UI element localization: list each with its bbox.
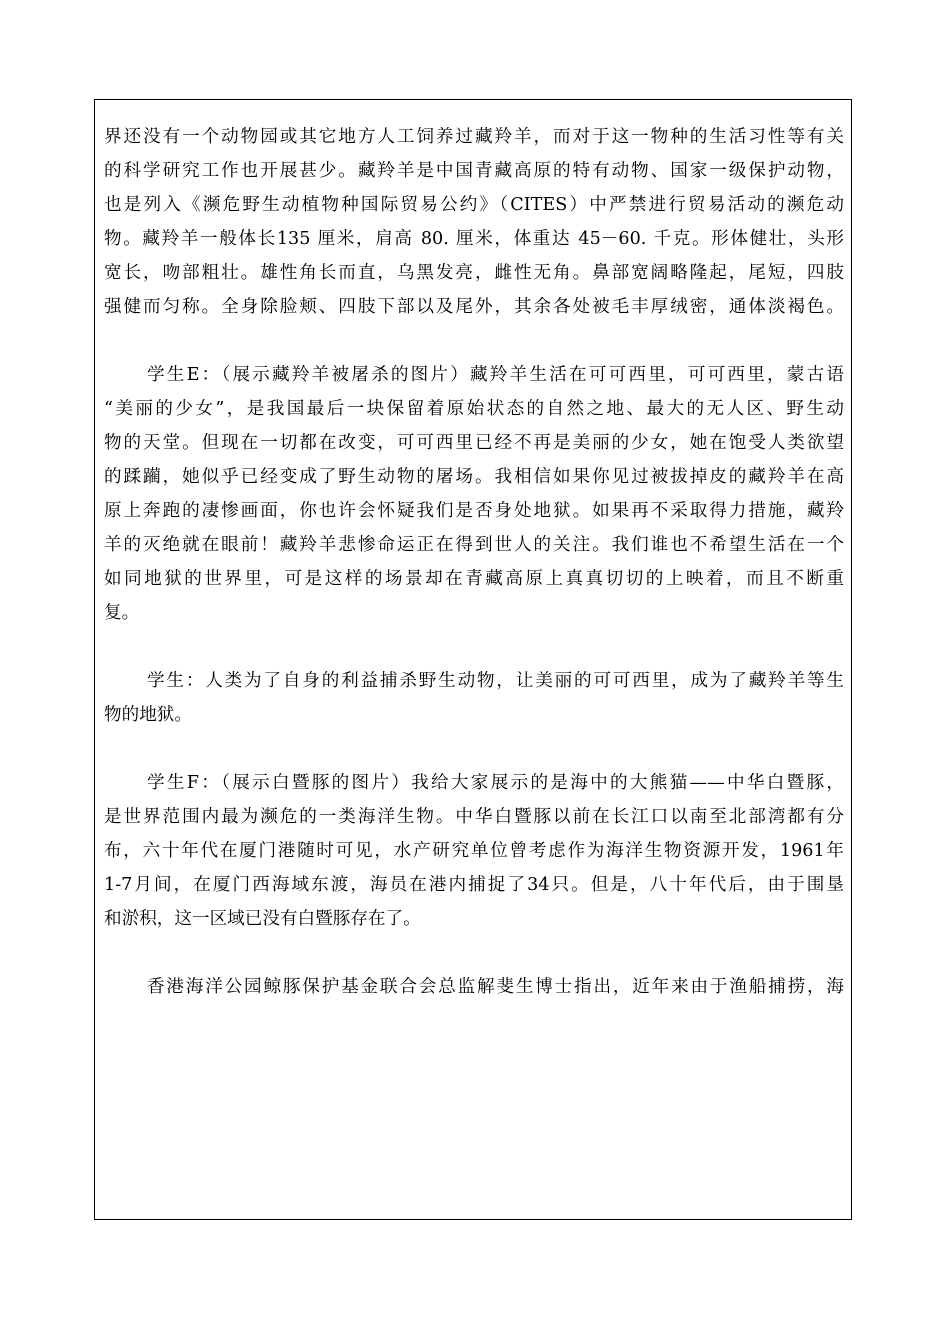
- text-line: 和淤积，这一区域已没有白暨豚存在了。: [104, 909, 421, 929]
- text-line: 物的天堂。但现在一切都在改变，可可西里已经不再是美丽的少女，她在饱受人类欲望: [104, 433, 844, 453]
- paragraph-spacer: [104, 936, 844, 970]
- text-line: 物。藏羚羊一般体长135 厘米，肩高 80. 厘米，体重达 45－60. 千克。形体健壮，头形: [104, 229, 844, 249]
- paragraph-student-comment: [104, 664, 844, 732]
- text-line: 物的地狱。: [104, 705, 192, 725]
- text-line: 是世界范围内最为濒危的一类海洋生物。中华白暨豚以前在长江口以南至北部湾都有分: [104, 807, 844, 827]
- text-line: 香港海洋公园鲸豚保护基金联合会总监解斐生博士指出，近年来由于渔船捕捞，海: [147, 977, 844, 997]
- text-line: “美丽的少女”，是我国最后一块保留着原始状态的自然之地、最大的无人区、野生动: [104, 399, 844, 419]
- paragraph-spacer: [104, 630, 844, 664]
- text-line: 学生F：（展示白暨豚的图片）我给大家展示的是海中的大熊猫——中华白暨豚，: [147, 773, 844, 793]
- paragraph-spacer: [104, 732, 844, 766]
- document-body: [104, 120, 844, 1004]
- text-line: 也是列入《濒危野生动植物种国际贸易公约》（CITES）中严禁进行贸易活动的濒危动: [104, 195, 844, 215]
- paragraph-hong-kong-ocean-park: [104, 970, 844, 1004]
- text-line: 如同地狱的世界里，可是这样的场景却在青藏高原上真真切切的上映着，而且不断重: [104, 569, 844, 589]
- paragraph-student-f: [104, 766, 844, 936]
- text-line: 学生：人类为了自身的利益捕杀野生动物，让美丽的可可西里，成为了藏羚羊等生: [147, 671, 844, 691]
- paragraph-spacer: [104, 324, 844, 358]
- text-line: 复。: [104, 603, 140, 623]
- text-line: 学生E：（展示藏羚羊被屠杀的图片）藏羚羊生活在可可西里，可可西里，蒙古语: [147, 365, 844, 385]
- text-line: 的蹂躏，她似乎已经变成了野生动物的屠场。我相信如果你见过被拔掉皮的藏羚羊在高: [104, 467, 844, 487]
- text-line: 布，六十年代在厦门港随时可见，水产研究单位曾考虑作为海洋生物资源开发，1961年: [104, 841, 844, 861]
- text-line: 1-7月间，在厦门西海域东渡，海员在港内捕捉了34只。但是，八十年代后，由于围垦: [104, 875, 844, 895]
- paragraph-student-e: [104, 358, 844, 630]
- text-line: 的科学研究工作也开展甚少。藏羚羊是中国青藏高原的特有动物、国家一级保护动物，: [104, 161, 844, 181]
- text-line: 强健而匀称。全身除脸颊、四肢下部以及尾外，其余各处被毛丰厚绒密，通体淡褐色。: [104, 297, 844, 317]
- text-line: 原上奔跑的凄惨画面，你也许会怀疑我们是否身处地狱。如果再不采取得力措施，藏羚: [104, 501, 844, 521]
- paragraph-tibetan-antelope-facts: [104, 120, 844, 324]
- text-line: 羊的灭绝就在眼前！藏羚羊悲惨命运正在得到世人的关注。我们谁也不希望生活在一个: [104, 535, 844, 555]
- text-line: 界还没有一个动物园或其它地方人工饲养过藏羚羊，而对于这一物种的生活习性等有关: [104, 127, 844, 147]
- text-line: 宽长，吻部粗壮。雄性角长而直，乌黑发亮，雌性无角。鼻部宽阔略隆起，尾短，四肢: [104, 263, 844, 283]
- table-cell-frame: [94, 99, 852, 1220]
